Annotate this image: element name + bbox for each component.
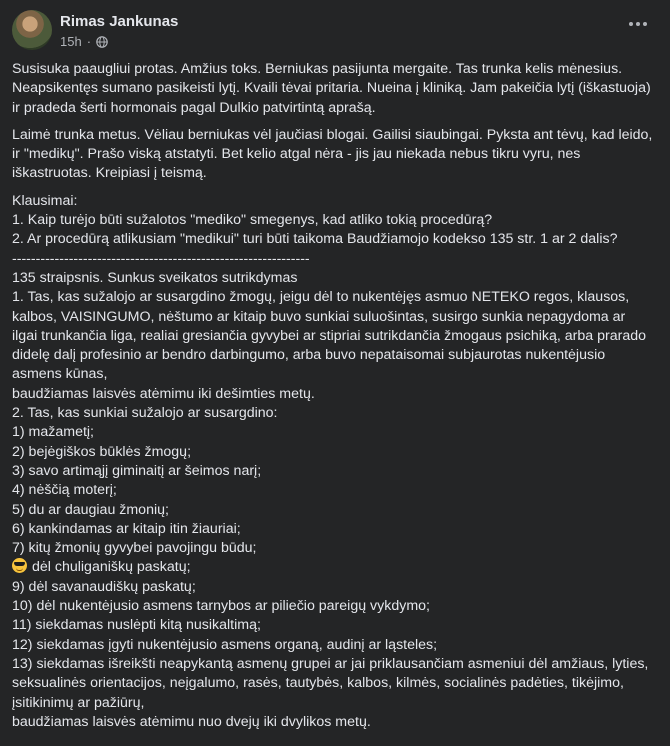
separator-dot: · <box>86 34 92 49</box>
list-item <box>12 558 654 577</box>
list-item: 10) dėl nukentėjusio asmens tarnybos ar piliečio pareigų vykdymo; <box>12 598 430 615</box>
text-line: 2. Tas, kas sunkiai sužalojo ar susargdino: <box>12 405 278 422</box>
post-text-lines <box>12 192 654 732</box>
post-paragraph: Laimė trunka metus. Vėliau berniukas vėl jaučiasi blogai. Gailisi siaubingai. Pyksta ant tėvų, kad leido, ir "medikų". Prašo viską atstatyti. Bet kelio atgal nėra - jis jau niekada nebus tikru vyru, nes iškastruotas. Kreipiasi į teismą. <box>12 126 653 182</box>
divider-line: --------------------------------------------------------------- <box>12 250 310 267</box>
list-item: 9) dėl savanaudiškų paskatų; <box>12 578 196 595</box>
list-item: 5) du ar daugiau žmonių; <box>12 501 169 518</box>
post-subline <box>60 34 178 49</box>
list-item: 11) siekdamas nuslėpti kitą nusikaltimą; <box>12 617 261 634</box>
list-item-text: dėl chuliganiškų paskatų; <box>32 559 191 576</box>
list-item: 12) siekdamas įgyti nukentėjusio asmens organą, audinį ar ląsteles; <box>12 636 438 653</box>
text-line: 1. Kaip turėjo būti sužalotos "mediko" smegenys, kad atliko tokią procedūrą? <box>12 212 493 229</box>
text-line: 1. Tas, kas sužalojo ar susargdino žmogų, jeigu dėl to nukentėjęs asmuo NETEKO regos, klausos, kalbos, VAISINGUMO, nėštumo ar kitaip buvo sunkiai suluošintas, susirgo sunkia nepagydoma ar ilgai trunkančia liga, realiai gresiančia gyvybei ar stipriai sutrikdančia žmogaus psichiką, arba prarado didelę dalį profesinio ar bendro darbingumo, arba buvo nepataisomai subjaurotas nukentėjusio asmens kūnas, <box>12 289 650 383</box>
list-item: 6) kankindamas ar kitaip itin žiauriai; <box>12 520 241 537</box>
list-item: 4) nėščią moterį; <box>12 482 117 499</box>
list-item: 2) bejėgiškos būklės žmogų; <box>12 443 192 460</box>
post-header <box>12 10 654 60</box>
list-item: 1) mažametį; <box>12 424 94 441</box>
text-line: baudžiamas laisvės atėmimu iki dešimties metų. <box>12 385 315 402</box>
text-line: 2. Ar procedūrą atlikusiam "medikui" turi būti taikoma Baudžiamojo kodekso 135 str. 1 ar 2 dalis? <box>12 231 618 248</box>
list-item: 7) kitų žmonių gyvybei pavojingu būdu; <box>12 540 257 557</box>
more-options-icon[interactable] <box>624 14 652 34</box>
list-item: 3) savo artimąjį giminaitį ar šeimos narį; <box>12 462 262 479</box>
text-line: Klausimai: <box>12 192 78 209</box>
post-paragraph: Susisuka paaugliui protas. Amžius toks. Berniukas pasijunta mergaite. Tas trunka kelis mėnesius. Neapsikentęs sumano pasikeisti lytį. Kvaili tėvai pritaria. Nueina į kliniką. Jam pakeičia lytį (iškastuoja) ir pradeda šerti hormonais pagal Dulkio patvirtintą aprašą. <box>12 61 651 116</box>
post-body <box>12 60 654 732</box>
text-line: 135 straipsnis. Sunkus sveikatos sutrikdymas <box>12 269 298 286</box>
author-name[interactable]: Rimas Jankunas <box>60 13 179 30</box>
sunglasses-emoji-icon <box>12 558 27 573</box>
globe-icon[interactable] <box>96 36 108 48</box>
post-timestamp[interactable]: 15h <box>60 34 82 49</box>
text-line: baudžiamas laisvės atėmimu nuo dvejų iki dvylikos metų. <box>12 713 371 730</box>
author-avatar[interactable] <box>12 10 52 50</box>
list-item: 13) siekdamas išreikšti neapykantą asmenų grupei ar jai priklausančiam asmeniui dėl amžiaus, lyties, seksualinės orientacijos, neįgalumo, rasės, tautybės, kalbos, kilmės, socialinės padėties, tikėjimo, įsitikinimų ar pažiūrų, <box>12 655 653 711</box>
post-meta <box>60 10 178 49</box>
